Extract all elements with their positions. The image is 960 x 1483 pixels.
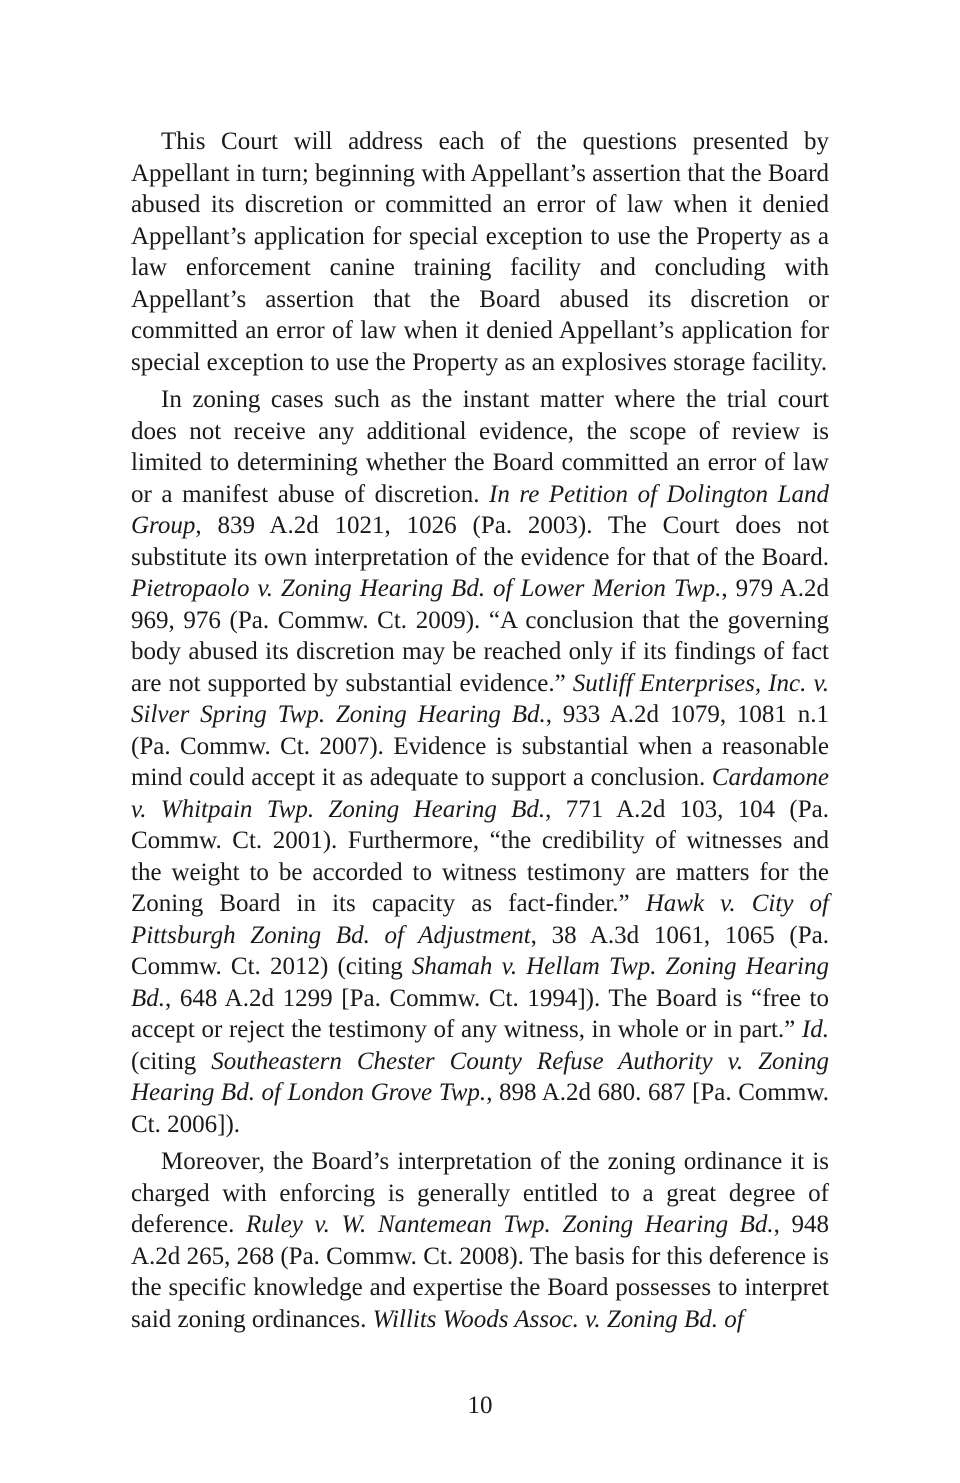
case-citation: Id. bbox=[801, 1016, 829, 1043]
text-segment: This Court will address each of the questions presented by Appellant in turn; beginning with Appellant’s assertion that the Board abused its discretion or committed an error of law when it denied Appellant’s application for special exception to use the Property as a law enforcement canine training facility and concluding with Appellant’s assertion that the Board abused its discretion or committed an error of law when it denied Appellant’s application for special exception to use the Property as an explosives storage facility. bbox=[131, 128, 829, 376]
text-segment: , 948 A.2d 265, 268 (Pa. Commw. Ct. 2008). The basis for this deference is the specific knowledge and expertise the Board possesses to interpret said zoning ordinances. bbox=[131, 1211, 829, 1333]
case-citation: Southeastern Chester County Refuse Authority v. Zoning Hearing Bd. of London Grove Twp. bbox=[131, 1047, 829, 1106]
paragraph-questions-presented bbox=[131, 126, 829, 378]
case-citation: Willits Woods Assoc. v. Zoning Bd. of bbox=[372, 1305, 744, 1333]
page-number: 10 bbox=[467, 1392, 493, 1419]
text-segment: , 648 A.2d 1299 [Pa. Commw. Ct. 1994]). The Board is “free to accept or reject the testimony of any witness, in whole or in part.” bbox=[131, 984, 829, 1043]
text-segment: (citing bbox=[131, 1047, 212, 1075]
text-segment: , 898 A.2d 680. 687 [Pa. Commw. Ct. 2006]). bbox=[131, 1079, 829, 1138]
case-citation: Sutliff Enterprises, Inc. v. Silver Spring Twp. Zoning Hearing Bd. bbox=[131, 669, 829, 728]
paragraph-deference bbox=[131, 1146, 829, 1335]
text-segment: , 38 A.3d 1061, 1065 (Pa. Commw. Ct. 2012) (citing bbox=[131, 921, 830, 980]
case-citation: Cardamone v. Whitpain Twp. Zoning Hearing Bd. bbox=[131, 764, 829, 823]
text-segment: , 979 A.2d 969, 976 (Pa. Commw. Ct. 2009). “A conclusion that the governing body abused its discretion may be reached only if its findings of fact are not supported by substantial evidence.” bbox=[131, 575, 829, 697]
case-citation: In re Petition of Dolington Land Group bbox=[131, 480, 829, 539]
paragraph-scope-of-review bbox=[131, 384, 829, 1140]
case-citation: Ruley v. W. Nantemean Twp. Zoning Hearing Bd. bbox=[245, 1211, 774, 1238]
case-citation: Shamah v. Hellam Twp. Zoning Hearing Bd. bbox=[131, 953, 829, 1012]
body-text bbox=[131, 126, 829, 1341]
text-segment: , 839 A.2d 1021, 1026 (Pa. 2003). The Court does not substitute its own interpretation of the evidence for that of the Board. bbox=[131, 512, 829, 571]
case-citation: Hawk v. City of Pittsburgh Zoning Bd. of Adjustment bbox=[131, 890, 829, 949]
text-segment: , 933 A.2d 1079, 1081 n.1 (Pa. Commw. Ct. 2007). Evidence is substantial when a reasonable mind could accept it as adequate to support a conclusion. bbox=[131, 701, 829, 791]
text-segment: Moreover, the Board’s interpretation of the zoning ordinance it is charged with enforcing is generally entitled to a great degree of deference. bbox=[131, 1148, 829, 1238]
text-segment: , 771 A.2d 103, 104 (Pa. Commw. Ct. 2001). Furthermore, “the credibility of witnesses and the weight to be accorded to witness testimony are matters for the Zoning Board in its capacity as fact-finder.” bbox=[131, 795, 830, 917]
text-segment: In zoning cases such as the instant matter where the trial court does not receive any additional evidence, the scope of review is limited to determining whether the Board committed an error of law or a manifest abuse of discretion. bbox=[131, 386, 829, 508]
case-citation: Pietropaolo v. Zoning Hearing Bd. of Lower Merion Twp. bbox=[131, 575, 722, 602]
